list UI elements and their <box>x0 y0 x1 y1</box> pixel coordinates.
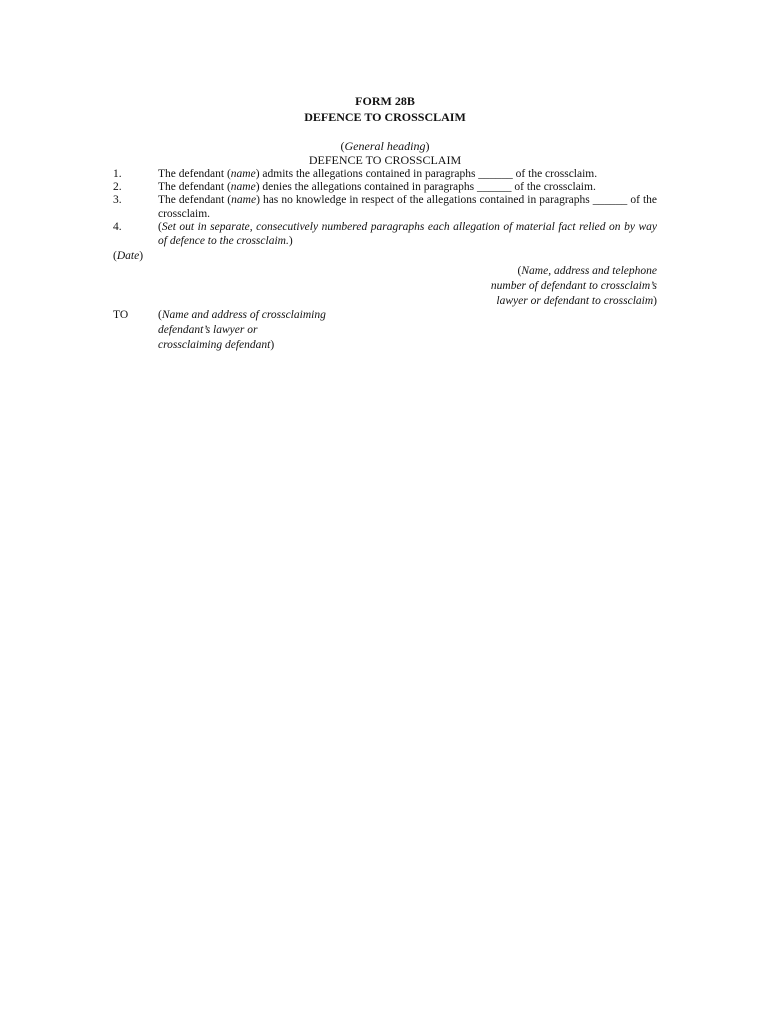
general-heading: (General heading) <box>340 139 430 153</box>
form-number: FORM 28B <box>355 94 415 108</box>
date-placeholder: (Date) <box>113 250 144 262</box>
paragraph-number: 2. <box>113 181 122 193</box>
paragraph-number: 3. <box>113 194 122 206</box>
paragraph-number: 1. <box>113 168 122 180</box>
to-addressee: (Name and address of crossclaiming defendant’s lawyer or crossclaiming defendant) <box>158 309 326 351</box>
paragraph-text: The defendant (name) has no knowledge in respect of the allegations contained in paragraphs ______ of the crossclaim. <box>158 194 658 220</box>
to-label: TO <box>113 309 129 321</box>
form-subtitle: DEFENCE TO CROSSCLAIM <box>308 153 462 167</box>
form-title: DEFENCE TO CROSSCLAIM <box>304 110 466 124</box>
signature-block: (Name, address and telephone number of defendant to crossclaim’s lawyer or defendant to crossclaim) <box>490 265 657 307</box>
paragraph-text: The defendant (name) admits the allegations contained in paragraphs ______ of the crossclaim. <box>158 168 598 180</box>
paragraph-number: 4. <box>113 221 122 233</box>
paragraph-text: The defendant (name) denies the allegations contained in paragraphs ______ of the crossclaim. <box>158 181 596 193</box>
paragraph-text: (Set out in separate, consecutively numbered paragraphs each allegation of material fact relied on by way of defence to the crossclaim.) <box>158 221 657 247</box>
